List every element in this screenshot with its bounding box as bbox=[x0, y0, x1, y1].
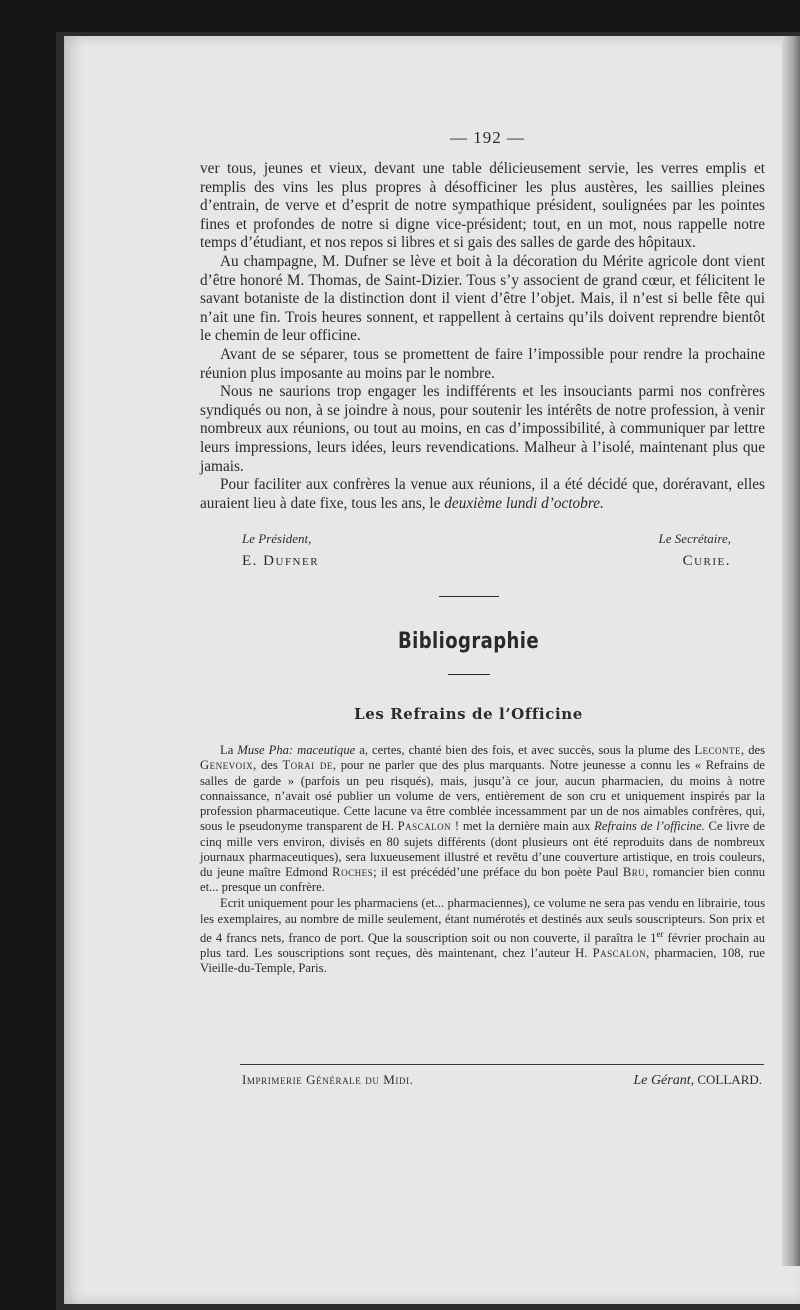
author-name: Genevoix bbox=[200, 758, 254, 773]
author-name: Leconte bbox=[694, 743, 742, 758]
president-role: Le Président, bbox=[242, 531, 312, 547]
article-text: , pharmacien, 108, rue Vieille-du-Temple, Paris. bbox=[200, 946, 765, 976]
article-text: , des bbox=[253, 758, 283, 773]
paragraph-3: Avant de se séparer, tous se promettent de faire l’impossible pour rendre la prochaine réunion plus imposante au moins par le nombre. bbox=[200, 345, 765, 382]
author-name: Torai de bbox=[282, 758, 333, 773]
paragraph-1: ver tous, jeunes et vieux, devant une table délicieusement servie, les verres emplis et remplis des vins les plus propres à désofficiner les plus austères, les saillies pleines d’entrain, de verve et d’esprit de notre sympathique président, soulignées par les pointes fines et profondes de notre si digne vice-président; tout, en un mot, nous rappelle notre temps d’étudiant, et nos repos si libres et si gais des salles de garde des hôpitaux. bbox=[200, 160, 765, 252]
article-text: La bbox=[220, 743, 238, 758]
article-text: , pour ne parler que des plus marquants. Notre jeunesse a connu les « Refrains de salles de garde » (parfois un peu risqués), mais, jusqu’à ce jour, aucun pharmacien, du moins à notre connaissance, n’avait osé publier un volume de vers, entièrement de son cru et uniquement inspirés par la profession pharmaceutique. Cette lacune va être comblée incessamment par un de nos aimables confrères, qui, sous le pseudonyme transparent de H. bbox=[200, 758, 766, 834]
paragraph-2: Au champagne, M. Dufner se lève et boit à la décoration du Mérite agricole dont vient d’être honoré M. Thomas, de Saint-Dizier. Tous s’y associent de grand cœur, et félicitent le savant botaniste de la distinction dont il vient d’être l’objet. Mais, il n’est si belle fête qui n’ait une fin. Trois heures sonnent, et rappellent à certains qu’ils doivent reprendre bientôt le chemin de leur officine. bbox=[200, 252, 765, 345]
section-title: Bibliographie bbox=[397, 629, 540, 655]
article-paragraph-2 bbox=[200, 896, 765, 976]
signature-right bbox=[659, 531, 731, 570]
paragraph-5-text: Pour faciliter aux confrères la venue aux réunions, il a été décidé que, doréravant, elles auraient lieu à date fixe, tous les ans, le bbox=[200, 476, 765, 512]
title-divider bbox=[448, 674, 490, 675]
president-name: E. Dufner bbox=[242, 553, 320, 570]
printer-name: Imprimerie Générale du Midi. bbox=[242, 1072, 414, 1087]
page-number: — 192 — bbox=[450, 128, 525, 147]
article-text: Ecrit uniquement pour les pharmaciens (et... pharmaciennes), ce volume ne sera pas vendu en librairie, tous les exemplaires, au nombre de mille seulement, étant numérotés et destinés aux seuls souscripteurs. Son prix et de 4 francs nets, franco de port. Que la souscription soit ou non couverte, il paraîtra le 1 bbox=[200, 896, 765, 945]
article-text: , des bbox=[741, 743, 765, 758]
author-name: Pascalon bbox=[397, 819, 452, 834]
author-name: Roches bbox=[332, 864, 374, 879]
paragraph-5 bbox=[200, 476, 765, 513]
secretary-name: Curie. bbox=[682, 553, 731, 570]
secretary-role: Le Secrétaire, bbox=[658, 531, 731, 547]
paragraph-5-italic: deuxième lundi d’octobre. bbox=[444, 494, 604, 512]
article-text: , romancier bien connu et... presque un confrère. bbox=[200, 864, 765, 895]
signature-block bbox=[200, 531, 765, 570]
article-italic: Refrains de l’officine. bbox=[594, 819, 705, 834]
paragraph-4: Nous ne saurions trop engager les indifférents et les insouciants parmi nos confrères syndiqués ou non, à se joindre à nous, pour soutenir les intérêts de notre profession, à venir nombreux aux réunions, ou tout au moins, en cas d’impossibilité, à communiquer par lettre leurs impressions, leurs idées, leurs revendications. Malheur à l’isolé, maintenant plus que jamais. bbox=[200, 383, 765, 475]
article-italic: Muse Pha: maceutique bbox=[237, 743, 356, 758]
article-text: a, certes, chanté bien des fois, et avec succès, sous la plume des bbox=[355, 743, 695, 758]
manager-role: Le Gérant, bbox=[633, 1073, 695, 1088]
superscript: er bbox=[656, 928, 664, 939]
imprint-footer bbox=[242, 1072, 762, 1089]
manager-name: COLLARD. bbox=[694, 1072, 762, 1087]
article-text: Ce livre de cinq mille vers environ, divisés en 80 sujets différents (dont plusieurs ont été reproduits dans de nombreux journaux pharmaceutiques), sera luxueusement illustré et revêtu d’une couverture artistique, en trois couleurs, du jeune maître Edmond bbox=[200, 819, 765, 879]
page-content bbox=[200, 128, 765, 977]
author-name: Pascalon bbox=[592, 946, 647, 961]
article-paragraph-1 bbox=[200, 743, 765, 895]
page-edge bbox=[782, 36, 800, 1266]
article-text: ; il est précédéd’une préface du bon poète Paul bbox=[373, 864, 623, 879]
article-text: ! met la dernière main aux bbox=[451, 819, 595, 834]
article-text: février prochain au plus tard. Les souscriptions sont reçues, dès maintenant, chez l’auteur H. bbox=[200, 930, 765, 961]
article-title: Les Refrains de l’Officine bbox=[354, 705, 583, 724]
manager-signature bbox=[633, 1072, 762, 1089]
footer-divider bbox=[240, 1064, 764, 1065]
signature-left bbox=[242, 531, 319, 570]
section-divider bbox=[439, 596, 499, 597]
author-name: Bru bbox=[622, 864, 646, 879]
